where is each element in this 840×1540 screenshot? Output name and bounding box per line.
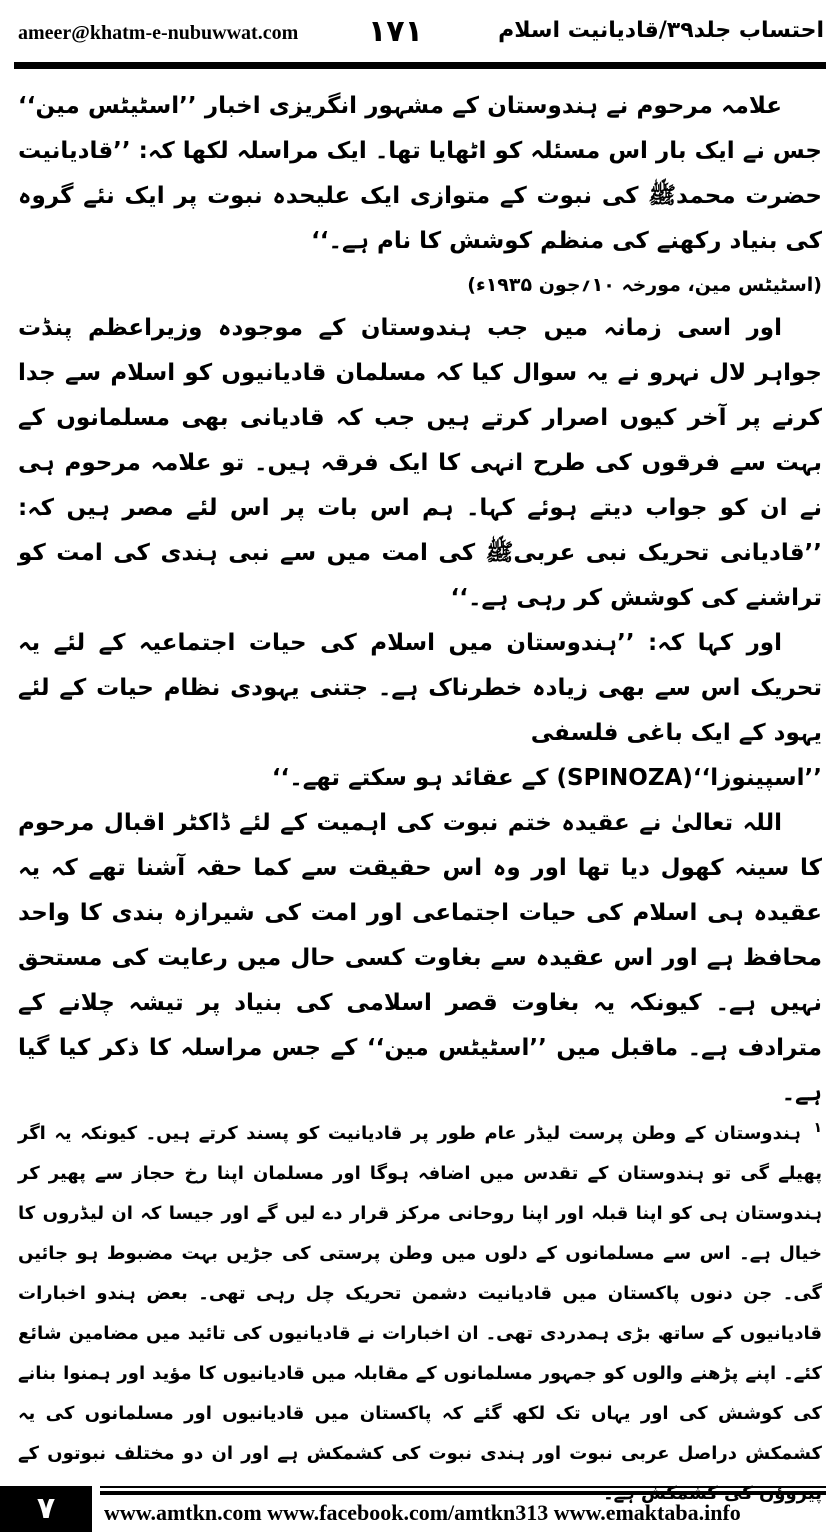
paragraph-3-quote: ’’اسپینوزا‘‘(SPINOZA) کے عقائد ہو سکتے تھے۔‘‘ [271,765,822,791]
footer-page-box: ۷ [0,1486,92,1532]
header-title: احتساب جلد۳۹/قادیانیت اسلام [498,18,824,43]
page-footer [0,1478,840,1540]
footer-rule-thick [100,1491,826,1495]
citation: (اسٹیٹس مین، مورخہ ۱۰؍جون ۱۹۳۵ء) [467,274,822,296]
footnote-marker: ۱ [813,1120,822,1136]
page-header [0,0,840,62]
header-page-number: ۱۷۱ [368,14,423,49]
footnote-separator [18,1093,822,1094]
footnote-text: ہندوستان کے وطن پرست لیڈر عام طور پر قادیانیت کو پسند کرتے ہیں۔ کیونکہ یہ اگر پھیلے گی تو ہندوستان کے تقدس میں اضافہ ہوگا اور مسلمان اپنا رخ حجاز سے پھیر کر ہندوستان ہی کو اپنا قبلہ اور اپنا روحانی مرکز قرار دے لیں گے اور جیسا کہ ان لیڈروں کا خیال ہے۔ اس سے مسلمانوں کے دلوں میں وطن پرستی کی جڑیں بہت مضبوط ہو جائیں گی۔ جن دنوں پاکستان میں قادیانیت دشمن تحریک چل رہی تھی۔ بعض ہندو اخبارات قادیانیوں کے ساتھ بڑی ہمدردی تھی۔ ان اخبارات نے قادیانیوں کی تائید میں مضامین شائع کئے۔ اپنے پڑھنے والوں کو جمہور مسلمانوں کے مقابلہ میں قادیانیوں کا مؤید اور ہمنوا بنانے کی کوشش کی اور یہاں تک لکھ گئے کہ پاکستان میں قادیانیوں اور مسلمانوں کی یہ کشمکش دراصل عربی نبوت اور ہندی نبوت کی کشمکش ہے اور ان دو مختلف نبوتوں کے [18,1123,823,1464]
header-email[interactable]: ameer@khatm-e-nubuwwat.com [18,22,299,44]
footer-links[interactable]: www.amtkn.com www.facebook.com/amtkn313 www.emaktaba.info [104,1500,741,1525]
paragraph-2: اور اسی زمانہ میں جب ہندوستان کے موجودہ وزیراعظم پنڈت جواہر لال نہرو نے یہ سوال کیا کہ مسلمان قادیانیوں کو اسلام سے جدا کرنے پر آخر کیوں اصرار کرتے ہیں جب کہ قادیانی بھی مسلمانوں کے بہت سے فرقوں کی طرح انہی کا ایک فرقہ ہیں۔ تو علامہ مرحوم ہی نے ان کو جواب دیتے ہوئے کہا۔ ہم اس بات پر اس لئے مصر ہیں کہ: ’’قادیانی تحریک نبی عربیﷺ کی امت میں سے نبی ہندی کی امت کو تراشنے کی کوشش کر رہی ہے۔‘‘ [18,315,822,611]
main-text [18,84,822,1116]
header-rule [14,62,826,69]
footer-rule-thin [100,1486,826,1488]
paragraph-3: اور کہا کہ: ’’ہندوستان میں اسلام کی حیات اجتماعیہ کے لئے یہ تحریک اس سے بھی زیادہ خطرناک ہے۔ جتنی یہودی نظام حیات کے لئے یہود کے ایک باغی فلسفی [18,630,822,746]
paragraph-4: اللہ تعالیٰ نے عقیدہ ختم نبوت کی اہمیت کے لئے ڈاکٹر اقبال مرحوم کا سینہ کھول دیا تھا اور وہ اس حقیقت سے کما حقہ آشنا تھے کہ یہ عقیدہ ہی اسلام کی حیات اجتماعی اور امت کی شیرازہ بندی کا واحد محافظ ہے اور اس عقیدہ سے بغاوت کسی حال میں رعایت کی مستحق نہیں ہے۔ کیونکہ یہ بغاوت قصر اسلامی کی بنیاد پر تیشہ چلانے کے مترادف ہے۔ ماقبل میں ’’اسٹیٹس مین‘‘ کے جس مراسلہ کا ذکر کیا گیا ہے۔ [18,810,822,1106]
footnote [18,1108,822,1514]
paragraph-1: علامہ مرحوم نے ہندوستان کے مشہور انگریزی اخبار ’’اسٹیٹس مین‘‘ جس نے ایک بار اس مسئلہ کو اٹھایا تھا۔ ایک مراسلہ لکھا کہ: ’’قادیانیت حضرت محمدﷺ کی نبوت کے متوازی ایک علیحدہ نبوت پر ایک نئے گروہ کی بنیاد رکھنے کی منظم کوشش کا نام ہے۔‘‘ [18,93,822,254]
